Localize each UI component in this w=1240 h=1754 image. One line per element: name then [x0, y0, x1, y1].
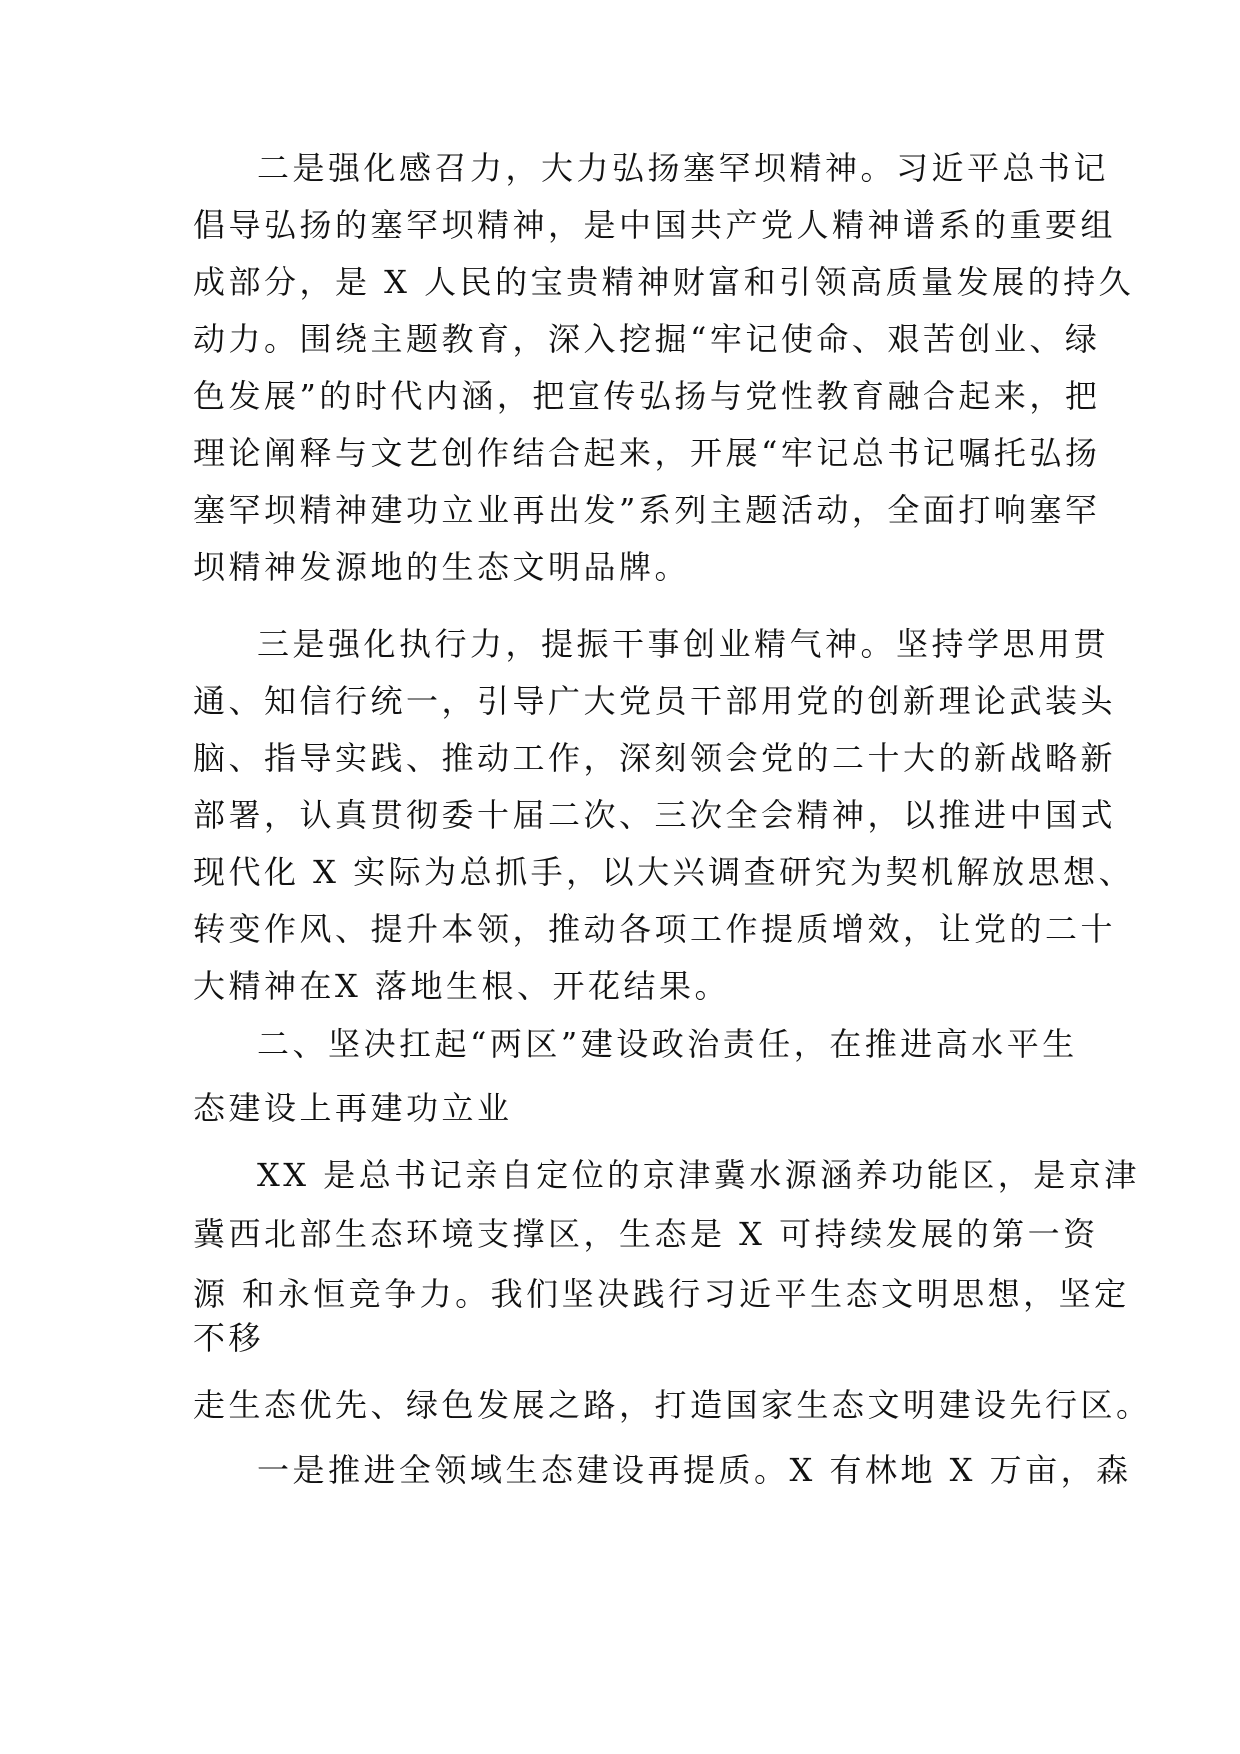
paragraph-line: 色发展”的时代内涵，把宣传弘扬与党性教育融合起来，把 — [193, 377, 1101, 415]
paragraph-line: 坝精神发源地的生态文明品牌。 — [193, 548, 691, 586]
paragraph-line: 冀西北部生态环境支撑区，生态是 X 可持续发展的第一资 — [193, 1215, 1099, 1253]
paragraph-line: 不移 — [193, 1319, 265, 1357]
paragraph-line: 通、知信行统一，引导广大党员干部用党的创新理论武装头 — [193, 682, 1117, 720]
paragraph-line: XX 是总书记亲自定位的京津冀水源涵养功能区，是京津 — [257, 1156, 1140, 1194]
paragraph-line: 塞罕坝精神建功立业再出发”系列主题活动，全面打响塞罕 — [193, 491, 1101, 529]
paragraph-line: 部署，认真贯彻委十届二次、三次全会精神，以推进中国式 — [193, 796, 1117, 834]
paragraph-line: 脑、指导实践、推动工作，深刻领会党的二十大的新战略新 — [193, 739, 1117, 777]
paragraph-line: 二是强化感召力，大力弘扬塞罕坝精神。习近平总书记 — [257, 149, 1110, 187]
section-heading-line: 态建设上再建功立业 — [193, 1089, 513, 1127]
paragraph-line: 理论阐释与文艺创作结合起来，开展“牢记总书记嘱托弘扬 — [193, 434, 1101, 472]
paragraph-line: 源 和永恒竞争力。我们坚决践行习近平生态文明思想，坚定 — [193, 1275, 1130, 1313]
paragraph-line: 现代化 X 实际为总抓手，以大兴调查研究为契机解放思想、 — [193, 853, 1135, 891]
paragraph-line: 一是推进全领域生态建设再提质。X 有林地 X 万亩，森 — [257, 1451, 1132, 1489]
section-heading-line: 二、坚决扛起“两区”建设政治责任，在推进高水平生 — [257, 1025, 1078, 1063]
paragraph-line: 倡导弘扬的塞罕坝精神，是中国共产党人精神谱系的重要组 — [193, 206, 1117, 244]
paragraph-line: 三是强化执行力，提振干事创业精气神。坚持学思用贯 — [257, 625, 1110, 663]
paragraph-line: 成部分，是 X 人民的宝贵精神财富和引领高质量发展的持久 — [193, 263, 1135, 301]
paragraph-line: 大精神在X 落地生根、开花结果。 — [193, 967, 730, 1005]
paragraph-line: 转变作风、提升本领，推动各项工作提质增效，让党的二十 — [193, 910, 1117, 948]
paragraph-line: 动力。围绕主题教育，深入挖掘“牢记使命、艰苦创业、绿 — [193, 320, 1101, 358]
paragraph-line: 走生态优先、绿色发展之路，打造国家生态文明建设先行区。 — [193, 1386, 1152, 1424]
